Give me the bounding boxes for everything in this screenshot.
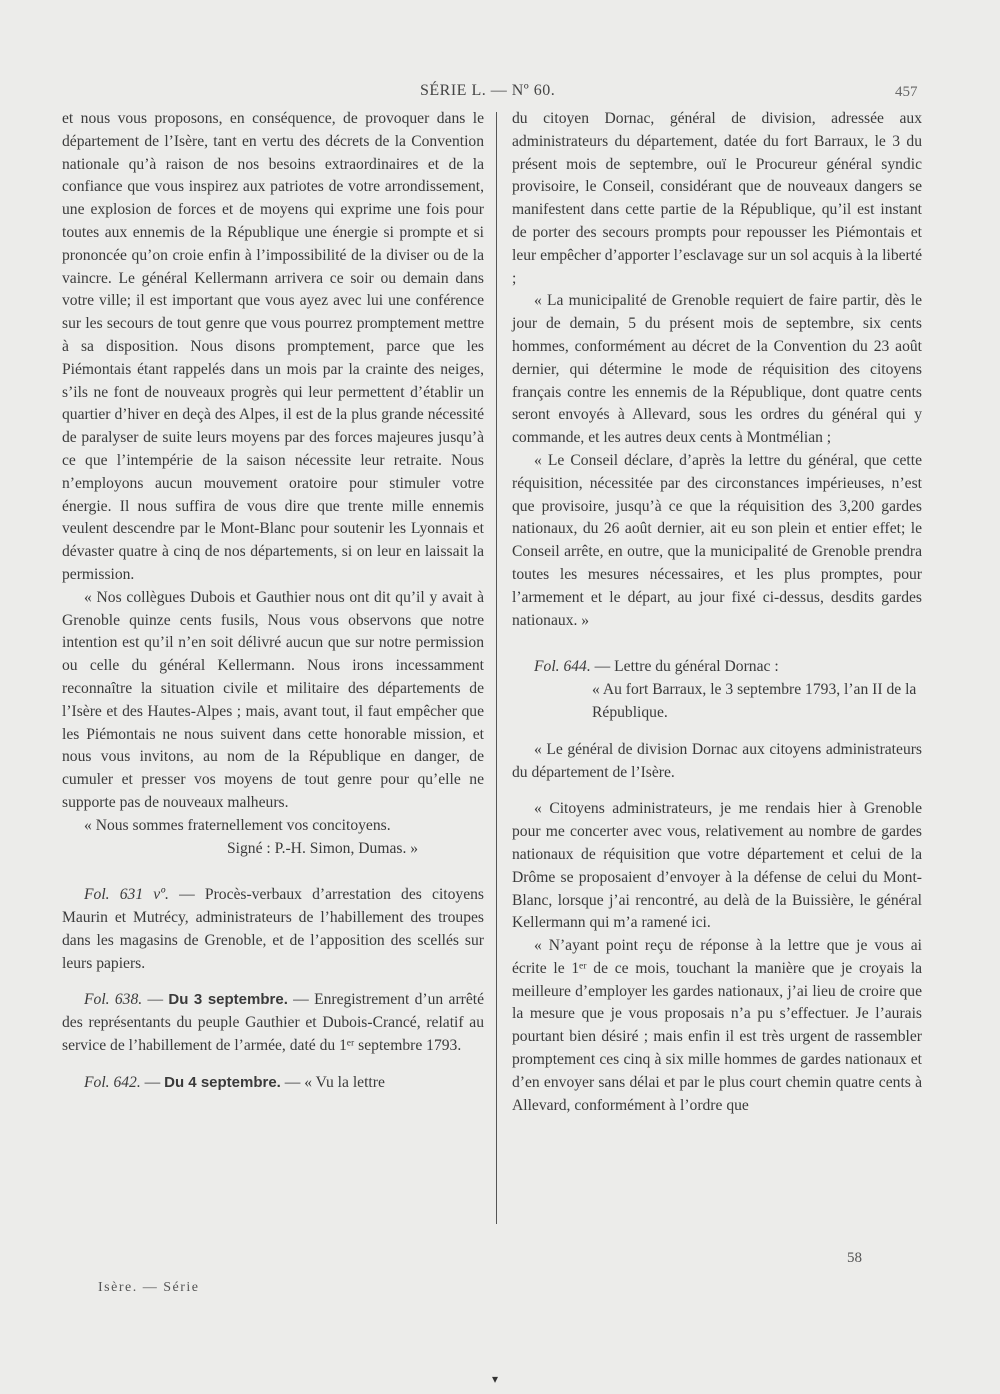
right-paragraph-4: « Citoyens administrateurs, je me rendais hier à Grenoble pour me concerter avec vous, relativement au nombre de gardes nationaux de réquisition que votre département et celui de la Drôme se proposaient d’envoyer à la défense de celui du Mont-Blanc, lorsque j’ai rencontré, au delà de la Buissière, le général Kellermann qui m’a ramené ici. xyxy=(512,800,922,932)
entry-sep-642: — xyxy=(140,1073,165,1091)
right-paragraph-5: « N’ayant point reçu de réponse à la lettre que je vous ai écrite le 1ᵉʳ de ce mois, touchant la manière que je croyais la meilleure d’employer les gardes nationaux, j’ai lieu de croire que la mesure que je vous proposais n’a pu s’effectuer. Je l’aurais pourtant bien désiré ; mais enfin il est très urgent de rassembler promptement ces cinq à six mille hommes de gardes nationaux et d’en envoyer sans délai et par le plus court chemin quatre cents à Allevard, conformément à l’ordre que xyxy=(512,937,922,1114)
entry-fol-631 xyxy=(62,884,484,975)
letter-salutation: « Le général de division Dornac aux citoyens administrateurs du département de l’Isère. xyxy=(512,740,922,781)
entry-fol-642 xyxy=(62,1072,484,1095)
entry-sep-638: — xyxy=(142,991,169,1009)
entry-text-638: — Enregistrement d’un arrêté des représentants du peuple Gauthier et Dubois-Crancé, relatif au service de l’habillement de l’armée, daté du 1ᵉʳ septembre 1793. xyxy=(62,991,484,1055)
entry-date-638: Du 3 septembre. xyxy=(168,991,288,1009)
folio-label-631: Fol. 631 vº. xyxy=(84,886,169,904)
right-paragraph-3: « Le Conseil déclare, d’après la lettre du général, que cette réquisition, nécessitée par des circonstances impérieuses, n’est que provisoire, jusqu’à ce que la réquisition des 3,200 gardes nationaux, du 26 août dernier, ait eu son plein et entier effet; le Conseil arrête, en outre, que la municipalité de Grenoble prendra toutes les mesures nécessaires, et les plus promptes, pour l’armement et le départ, au jour fixé ci-dessus, desdits gardes nationaux. » xyxy=(512,451,922,629)
folio-label-638: Fol. 638. xyxy=(84,991,143,1009)
right-paragraph-1: du citoyen Dornac, général de division, adressée aux administrateurs du département, datée du fort Barraux, le 3 du présent mois de septembre, ouï le Procureur général syndic provisoire, le Conseil, considérant que de nouveaux dangers se manifestent dans cette partie de la République, qu’il est instant de porter des secours prompts pour repousser les Piémontais et leur empêcher d’apporter l’esclavage sur un sol acquis à la liberté ; xyxy=(512,110,922,287)
left-paragraph-2: « Nos collègues Dubois et Gauthier nous ont dit qu’il y avait à Grenoble quinze cents fusils, Nous vous observons que notre intention est qu’il n’en soit délivré aucun que sur notre permission ou celle du général Kellermann. Nous irons incessamment reconnaître la situation civile et militaire des départements de l’Isère et des Hautes-Alpes ; mais, avant tout, il faut empêcher que les Piémontais ne nous suivent dans cette honorable mission, et nous vous invitons, au nom de la République en danger, de cumuler et presser vos moyens de tout genre pour qu’elle ne supporte pas de nouveaux malheurs. xyxy=(62,588,484,811)
entry-text-631: — Procès-verbaux d’arrestation des citoyens Maurin et Mutrécy, administrateurs de l’habillement des troupes dans les magasins de Grenoble, et de l’apposition des scellés sur leurs papiers. xyxy=(62,886,484,972)
folio-label-642: Fol. 642. xyxy=(84,1073,141,1091)
right-paragraph-2: « La municipalité de Grenoble requiert de faire partir, dès le jour de demain, 5 du présent mois de septembre, six cents hommes, conformément au décret de la Convention du 23 août dernier, qui détermine le mode de réquisition des citoyens français contre les ennemis de la République, dont quatre cents seront envoyés à Allevard, sous les ordres du général qui y commande, et les autres deux cents à Montmélian ; xyxy=(512,292,922,447)
left-paragraph-3: « Nous sommes fraternellement vos concitoyens. xyxy=(84,816,391,834)
entry-fol-644 xyxy=(512,656,922,679)
left-column xyxy=(62,108,484,1095)
entry-date-642: Du 4 septembre. xyxy=(164,1073,281,1091)
letter-place-date: « Au fort Barraux, le 3 septembre 1793, l’an II de la République. xyxy=(592,681,917,721)
page-header xyxy=(0,82,1000,106)
entry-text-642: — « Vu la lettre xyxy=(280,1073,385,1091)
running-head: SÉRIE L. — Nº 60. xyxy=(420,82,556,99)
entry-fol-638 xyxy=(62,989,484,1057)
sheet-number: 58 xyxy=(847,1250,862,1266)
signature-mark: Isère. — Série xyxy=(98,1280,200,1295)
page-number: 457 xyxy=(895,84,918,100)
left-paragraph-1: et nous vous proposons, en conséquence, de provoquer dans le département de l’Isère, tant en vertu des décrets de la Convention nationale qu’à raison de nos besoins extraordinaires et de la confiance que vous inspirez aux patriotes de votre arrondissement, une explosion de forces et de moyens qui exprime une fois pour toutes aux ennemis de la République une énergie si prompte et si prononcée qu’on croie enfin à l’impossibilité de la diviser ou de la vaincre. Le général Kellermann arrivera ce soir ou demain dans votre ville; il est important que vous ayez avec lui une conférence sur les secours de tout genre que vous pourrez promptement mettre à sa disposition. Nous disons promptement, parce que les Piémontais étant rappelés dans un mois par la crainte des neiges, s’ils ne font de nouveaux progrès qui leur permettent d’établir un quartier d’hiver en deçà des Alpes, il est de la plus grande nécessité de paralyser de suite leurs moyens par des forces majeures jusqu’à ce que l’intempérie de la saison nécessite leur retraite. Nous n’employons aucun mouvement oratoire pour stimuler votre énergie. Il nous suffira de vous dire que trente mille ennemis veulent descendre par le Mont-Blanc pour soutenir les Lyonnais et dévaster quatre à cinq de nos départements, si on leur en laissait la permission. xyxy=(62,110,484,583)
right-column xyxy=(512,108,922,1117)
column-divider xyxy=(496,112,497,1224)
entry-text-644: — Lettre du général Dornac : xyxy=(590,658,779,676)
signature-line: Signé : P.-H. Simon, Dumas. » xyxy=(227,839,419,857)
bottom-mark: ▾ xyxy=(492,1372,499,1386)
folio-label-644: Fol. 644. xyxy=(534,658,591,676)
